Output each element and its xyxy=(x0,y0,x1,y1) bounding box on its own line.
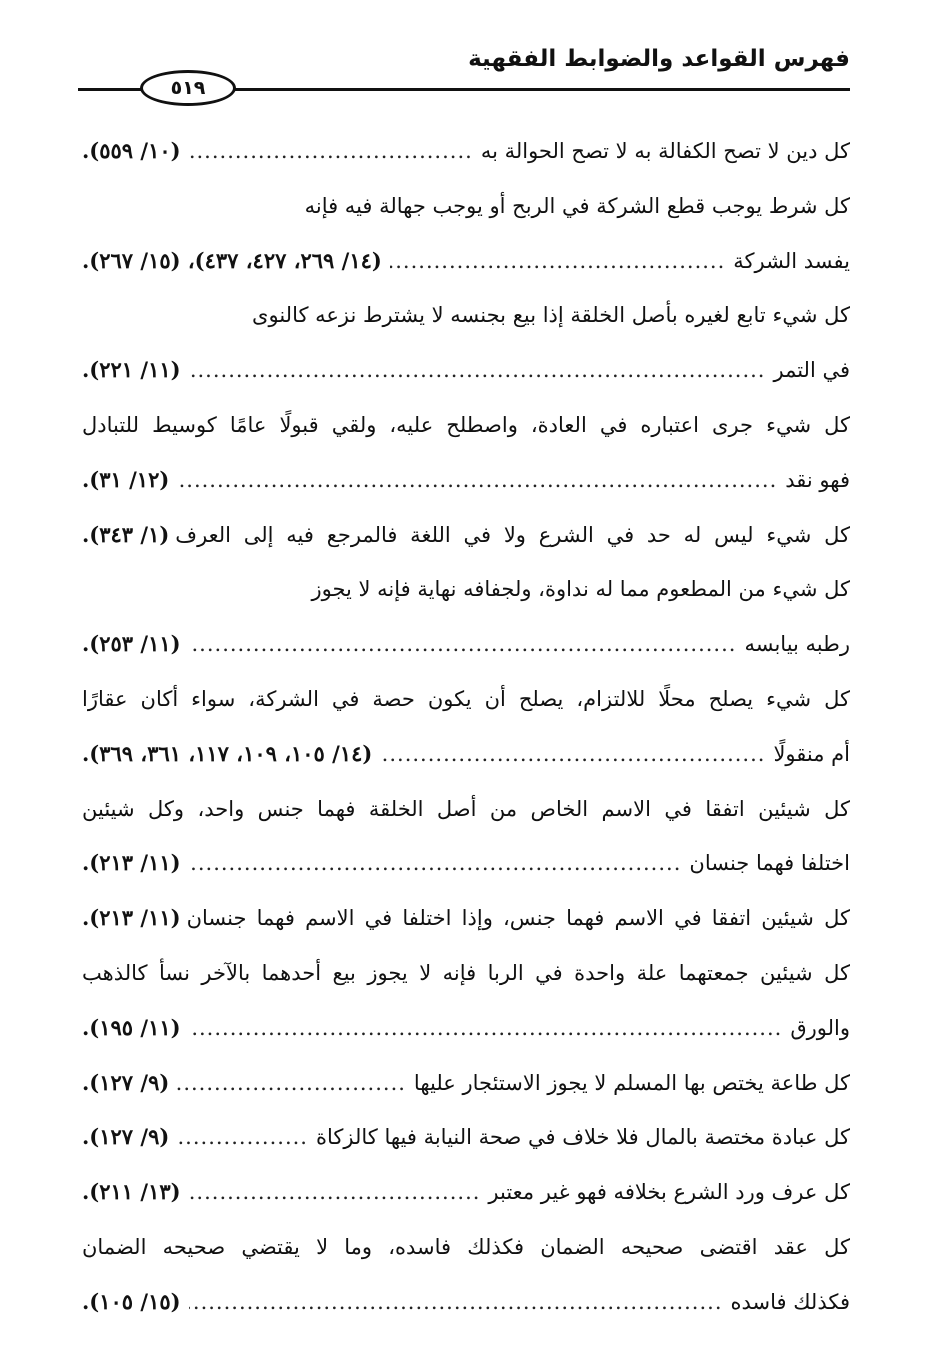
index-line xyxy=(82,672,850,727)
entry-text: أم منقولًا xyxy=(773,741,850,766)
page-header xyxy=(78,36,850,106)
entry-reference: (١١/ ٢٢١). xyxy=(82,357,181,383)
index-line xyxy=(82,782,850,837)
dot-leader xyxy=(189,617,737,672)
entry-reference: (١١/ ٢١٣). xyxy=(82,850,181,876)
entry-text: كل طاعة يختص بها المسلم لا يجوز الاستئجار عليها xyxy=(413,1070,850,1095)
dot-leader xyxy=(177,453,777,508)
index-line xyxy=(82,727,850,782)
entry-text: رطبه بيابسه xyxy=(744,632,850,657)
entry-reference: (١٥/ ١٠٥). xyxy=(82,1288,181,1314)
dot-leader xyxy=(189,343,766,398)
entry-text: كل عبادة مختصة بالمال فلا خلاف في صحة النيابة فيها كالزكاة xyxy=(315,1125,850,1150)
dot-leader xyxy=(189,836,682,891)
index-line xyxy=(82,179,850,234)
dot-leader xyxy=(189,124,473,179)
index-line xyxy=(82,617,850,672)
entry-reference: (١٣/ ٢١١). xyxy=(82,1179,181,1205)
index-line xyxy=(82,1165,850,1220)
index-line xyxy=(82,946,850,1001)
entry-text: كل شيء جرى اعتباره في العادة، واصطلح عليه، ولقي قبولًا عامًا كوسيط للتبادل xyxy=(82,412,850,437)
entry-reference: (١٤/ ١٠٥، ١٠٩، ١١٧، ٣٦١، ٣٦٩). xyxy=(82,740,373,766)
dot-leader xyxy=(380,727,765,782)
entry-reference: (١/ ٣٤٣). xyxy=(82,521,170,547)
entry-text: كل شيء يصلح محلًا للالتزام، يصلح أن يكون حصة في الشركة، سواء أكان عقارًا xyxy=(82,686,850,711)
index-entries xyxy=(82,124,850,1330)
index-line xyxy=(82,562,850,617)
entry-text: كل شيء من المطعوم مما له نداوة، ولجفافه نهاية فإنه لا يجوز xyxy=(311,577,850,602)
entry-text: فهو نقد xyxy=(785,467,850,492)
index-line xyxy=(82,891,850,946)
dot-leader xyxy=(189,1275,723,1330)
entry-text: كل شيئين اتفقا في الاسم فهما جنس، وإذا اختلفا في الاسم فهما جنسان xyxy=(186,906,850,931)
index-line xyxy=(82,234,850,289)
page-number: ٥١٩ xyxy=(140,70,236,106)
entry-reference: (١١/ ٢٥٣). xyxy=(82,631,181,657)
index-line xyxy=(82,1220,850,1275)
index-line xyxy=(82,1001,850,1056)
entry-reference: (١١/ ١٩٥). xyxy=(82,1014,181,1040)
index-line xyxy=(82,453,850,508)
dot-leader xyxy=(189,1165,481,1220)
entry-text: كل دين لا تصح الكفالة به لا تصح الحوالة به xyxy=(480,139,850,163)
entry-text: يفسد الشركة xyxy=(733,248,850,273)
dot-leader xyxy=(390,234,725,289)
entry-text: كل شيئين جمعتهما علة واحدة في الربا فإنه لا يجوز بيع أحدهما بالآخر نسأ كالذهب xyxy=(82,960,850,985)
dot-leader xyxy=(177,1110,308,1165)
entry-text: والورق xyxy=(790,1015,850,1040)
index-line xyxy=(82,343,850,398)
entry-reference: (٩/ ١٢٧). xyxy=(82,1124,170,1150)
entry-text: كل شيئين اتفقا في الاسم الخاص من أصل الخلقة فهما جنس واحد، وكل شيئين xyxy=(82,796,850,821)
entry-text: كل شيء تابع لغيره بأصل الخلقة إذا بيع بجنسه لا يشترط نزعه كالنوى xyxy=(252,303,850,328)
index-line xyxy=(82,1056,850,1111)
dot-leader xyxy=(189,1001,783,1056)
entry-text: كل شيء ليس له حد في الشرع ولا في اللغة فالمرجع فيه إلى العرف xyxy=(175,522,850,547)
index-line xyxy=(82,288,850,343)
entry-reference: (١٠/ ٥٥٩). xyxy=(82,138,181,163)
entry-text: اختلفا فهما جنسان xyxy=(689,851,850,876)
dot-leader xyxy=(177,1056,406,1111)
entry-reference: (١٢/ ٣١). xyxy=(82,466,170,492)
entry-text: كل شرط يوجب قطع الشركة في الربح أو يوجب جهالة فيه فإنه xyxy=(304,193,850,218)
index-line xyxy=(82,836,850,891)
entry-reference: (٩/ ١٢٧). xyxy=(82,1069,170,1095)
entry-text: فكذلك فاسده xyxy=(730,1289,850,1314)
index-line xyxy=(82,1275,850,1330)
entry-text: كل عقد اقتضى صحيحه الضمان فكذلك فاسده، وما لا يقتضي صحيحه الضمان xyxy=(82,1234,850,1259)
entry-reference: (١٤/ ٢٦٩، ٤٢٧، ٤٣٧)، (١٥/ ٢٦٧). xyxy=(82,247,382,273)
entry-text: كل عرف ورد الشرع بخلافه فهو غير معتبر xyxy=(488,1180,850,1205)
index-line xyxy=(82,124,850,179)
index-line xyxy=(82,398,850,453)
entry-text: في التمر xyxy=(773,358,850,383)
entry-reference: (١١/ ٢١٣). xyxy=(82,905,181,931)
index-line xyxy=(82,508,850,563)
running-title: فهرس القواعد والضوابط الفقهية xyxy=(468,46,850,72)
index-line xyxy=(82,1110,850,1165)
